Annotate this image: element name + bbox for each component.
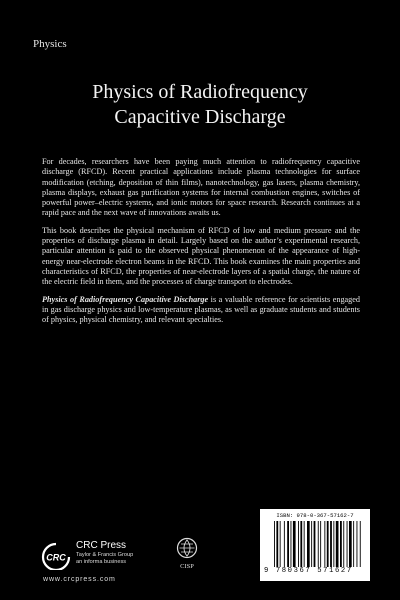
barcode-bar bbox=[353, 521, 354, 567]
crc-press-logo-block bbox=[40, 540, 160, 583]
barcode-bar bbox=[349, 521, 352, 567]
barcode-bar bbox=[314, 521, 316, 567]
barcode-group-1: 780367 bbox=[275, 567, 312, 575]
barcode-bar bbox=[276, 521, 278, 567]
barcode-bar bbox=[307, 521, 310, 567]
description-paragraph-2: This book describes the physical mechanism of RFCD of low and medium pressure and the properties of discharge plasma in detail. Largely based on the author’s experimental research, particular attention is paid to the observed physical phenomenon of the appearance of high-energy near-electrode electron beams in the RFCD. This book examines the main properties and characteristics of RFCD, the properties of near-electrode layers of a spatial charge, the nature of the electric field in them, and the processes of charge transport to electrodes. bbox=[42, 225, 360, 287]
barcode-bar bbox=[287, 521, 289, 567]
isbn-label: ISBN: 978-0-367-57162-7 bbox=[276, 512, 354, 519]
barcode-bar bbox=[293, 521, 296, 567]
publisher-name: CRC Press bbox=[76, 540, 127, 551]
description-paragraph-3-text: is a valuable reference for scientists engaged in gas discharge physics and low-temperature plasmas, as well as graduate students and students of physics, physical chemistry, and relevant specialties. bbox=[42, 294, 360, 325]
barcode-bar bbox=[300, 521, 302, 567]
barcode-bar bbox=[291, 521, 292, 567]
publisher-business: an informa business bbox=[76, 559, 127, 565]
category-label: Physics bbox=[33, 38, 67, 50]
book-title-line1: Physics of Radiofrequency bbox=[92, 81, 308, 103]
publisher-tagline bbox=[76, 552, 133, 566]
crc-press-logo-icon bbox=[40, 542, 72, 570]
description-book-title: Physics of Radiofrequency Capacitive Discharge bbox=[42, 294, 209, 304]
cisp-logo-block bbox=[172, 537, 202, 583]
barcode-bar bbox=[336, 521, 339, 567]
barcode-bar bbox=[340, 521, 342, 567]
barcode-group-2: 571627 bbox=[317, 567, 353, 575]
barcode-lead-digit: 9 bbox=[264, 567, 270, 575]
barcode-digits bbox=[264, 567, 368, 575]
barcode-bar bbox=[318, 521, 319, 567]
isbn-barcode bbox=[260, 509, 370, 581]
barcode-bars bbox=[274, 521, 364, 567]
description-paragraph-3 bbox=[42, 295, 360, 326]
publisher-url: www.crcpress.com bbox=[43, 576, 116, 583]
barcode-bar bbox=[330, 521, 332, 567]
publisher-group: Taylor & Francis Group bbox=[76, 552, 134, 558]
barcode-bar bbox=[280, 521, 281, 567]
barcode-bar bbox=[324, 521, 325, 567]
barcode-bar bbox=[360, 521, 361, 567]
barcode-bar bbox=[274, 521, 275, 567]
barcode-bar bbox=[347, 521, 348, 567]
barcode-bar bbox=[357, 521, 358, 567]
barcode-bar bbox=[333, 521, 334, 567]
barcode-bar bbox=[284, 521, 285, 567]
barcode-bar bbox=[304, 521, 305, 567]
barcode-bar bbox=[298, 521, 299, 567]
cisp-label: CISP bbox=[180, 563, 194, 570]
barcode-bar bbox=[343, 521, 344, 567]
barcode-bar bbox=[327, 521, 329, 567]
cisp-logo-icon bbox=[176, 537, 198, 559]
barcode-bar bbox=[311, 521, 312, 567]
book-title bbox=[0, 80, 400, 130]
book-description bbox=[42, 157, 360, 332]
book-title-line2: Capacitive Discharge bbox=[114, 106, 286, 128]
description-paragraph-1: For decades, researchers have been paying much attention to radiofrequency capacitive discharge (RFCD). Recent practical applications include plasma technologies for surface modification (etching, deposition of thin films), nanotechnology, gas lasers, plasma chemistry, plasma displays, exhaust gas purification systems for internal combustion engines, switches of powerful power–electric systems, and ionic motors for space research. Research continues at a rapid pace and the next wave of innovations awaits us. bbox=[42, 157, 360, 218]
barcode-bar bbox=[320, 521, 321, 567]
crc-logo-text: CRC bbox=[46, 552, 66, 563]
